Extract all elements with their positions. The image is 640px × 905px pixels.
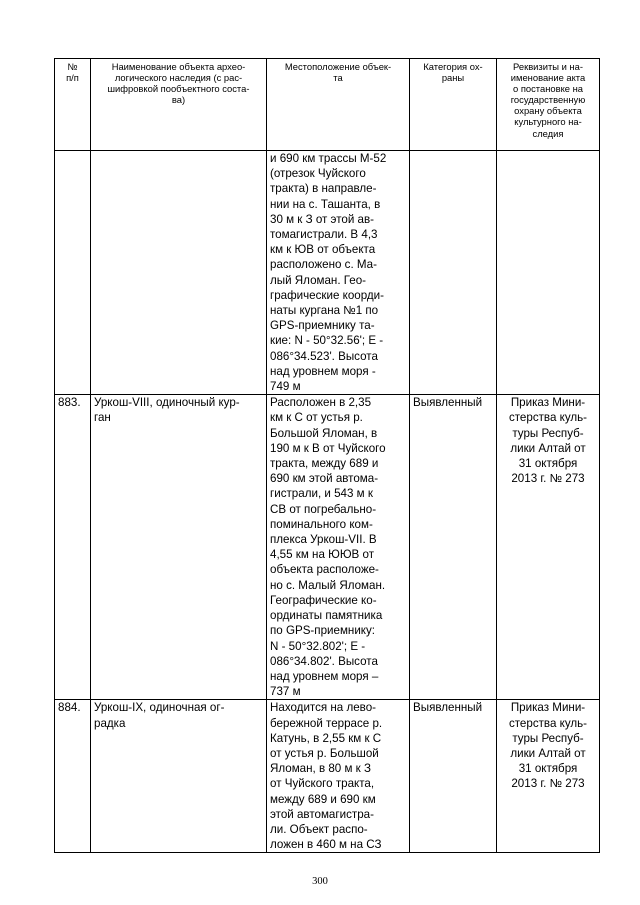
row-location: Находится на лево- бережной террасе р. Катунь, в 2,55 км к С от устья р. Большой Яломан, в 80 м к З от Чуйского тракта, между 689 и 690 км этой автомагистра- ли. Объект распо- ложен в 460 м на СЗ (267, 700, 410, 853)
row-object-name: Уркош-IX, одиночная ог- радка (91, 700, 267, 853)
row-location: и 690 км трассы М-52 (отрезок Чуйского тракта) в направле- нии на с. Ташанта, в 30 м к З от этой ав- томагистрали. В 4,3 км к ЮВ от объекта расположено с. Ма- лый Яломан. Гео- графические коорди- наты кургана №1 по GPS-приемнику та- кие: N - 50°32.56'; Е - 086°34.523'. Высота над уровнем моря - 749 м (267, 151, 410, 395)
header-protection-category: Категория ох- раны (410, 59, 497, 151)
header-number: № п/п (55, 59, 91, 151)
row-number: 884. (55, 700, 91, 853)
row-object-name (91, 151, 267, 395)
row-location: Расположен в 2,35 км к С от устья р. Большой Яломан, в 190 м к В от Чуйского тракта, между 689 и 690 км этой автома- гистрали, и 543 м к СВ от погребально- поминального ком- плекса Уркош-VII. В 4,55 км на ЮЮВ от объекта расположе- но с. Малый Яломан. Географические ко- ординаты памятника по GPS-приемнику: N - 50°32.802'; Е - 086°34.802'. Высота над уровнем моря – 737 м (267, 395, 410, 700)
row-category: Выявленный (410, 700, 497, 853)
row-act: Приказ Мини- стерства куль- туры Респуб- лики Алтай от 31 октября 2013 г. № 273 (497, 700, 600, 853)
row-object-name: Уркош-VIII, одиночный кур- ган (91, 395, 267, 700)
header-location: Местоположение объек- та (267, 59, 410, 151)
row-number: 883. (55, 395, 91, 700)
row-category (410, 151, 497, 395)
page-number: 300 (312, 876, 328, 887)
table-row (55, 151, 600, 395)
row-act (497, 151, 600, 395)
table-row (55, 395, 600, 700)
row-category: Выявленный (410, 395, 497, 700)
heritage-register-table (54, 58, 600, 853)
header-act-details: Реквизиты и на- именование акта о постановке на государственную охрану объекта культурного на- следия (497, 59, 600, 151)
table-row (55, 700, 600, 853)
row-number (55, 151, 91, 395)
header-object-name: Наименование объекта архео- логического наследия (с рас- шифровкой пообъектного соста- ва) (91, 59, 267, 151)
row-act: Приказ Мини- стерства куль- туры Респуб- лики Алтай от 31 октября 2013 г. № 273 (497, 395, 600, 700)
table-header-row (55, 59, 600, 151)
